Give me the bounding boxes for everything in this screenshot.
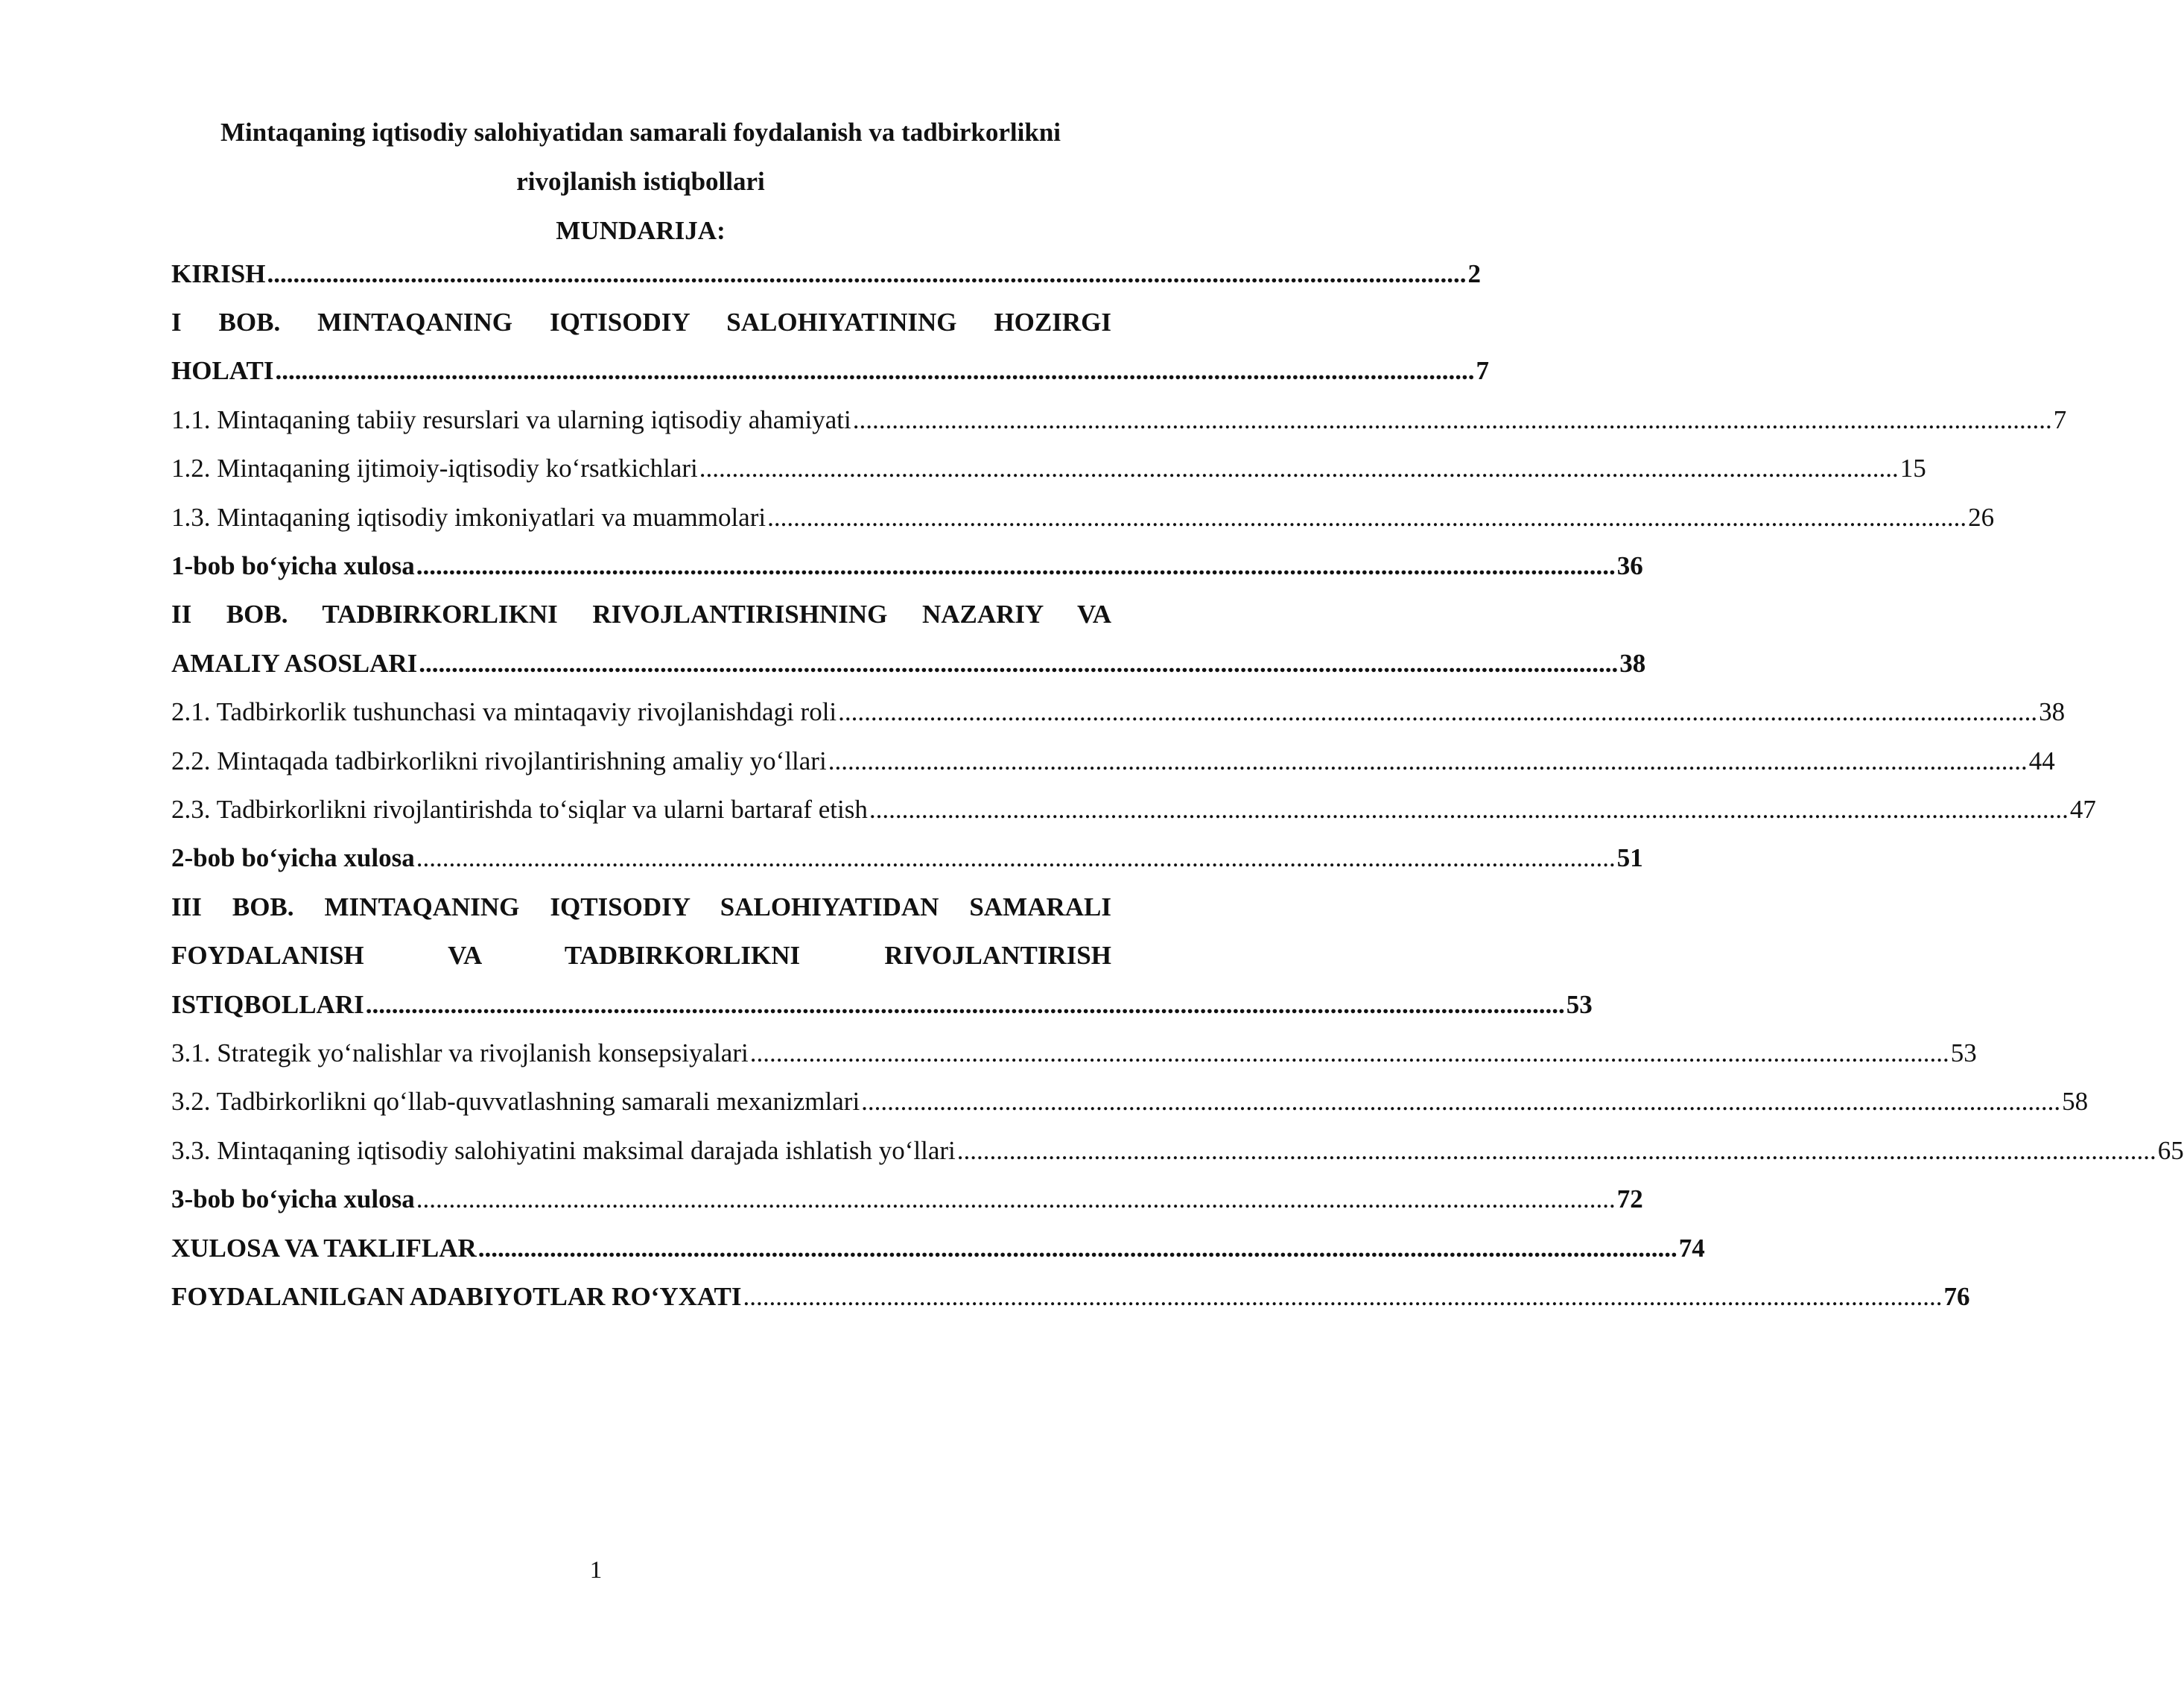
toc-entry-title: 1-bob bo‘yicha xulosa bbox=[171, 551, 415, 581]
toc-page-number: 7 bbox=[1476, 356, 1489, 386]
toc-leader-dots: ........................................................................................................................................................................................ bbox=[365, 989, 1565, 1019]
toc-entry-1-3[interactable] bbox=[171, 493, 1995, 542]
toc-entry-xulosa-2[interactable] bbox=[171, 834, 1643, 883]
toc-entry-title: 2.1. Tadbirkorlik tushunchasi va mintaqaviy rivojlanishdagi roli bbox=[171, 697, 837, 727]
toc-entry-title: 3.3. Mintaqaning iqtisodiy salohiyatini maksimal darajada ishlatish yo‘llari bbox=[171, 1135, 956, 1165]
toc-entry-bob3-line1[interactable] bbox=[171, 883, 1111, 931]
toc-page-number: 36 bbox=[1616, 551, 1643, 581]
toc-leader-dots: ........................................................................................................................................................................................ bbox=[838, 697, 2038, 727]
toc-entry-title: 2.2. Mintaqada tadbirkorlikni rivojlantirishning amaliy yo‘llari bbox=[171, 746, 827, 775]
toc-entry-title: AMALIY ASOSLARI bbox=[171, 648, 418, 678]
toc-leader-dots: ........................................................................................................................................................................................ bbox=[267, 258, 1467, 288]
toc-entry-title: 2.3. Tadbirkorlikni rivojlantirishda to‘siqlar va ularni bartaraf etish bbox=[171, 794, 868, 824]
toc-entry-xulosa-3[interactable] bbox=[171, 1175, 1643, 1223]
toc-leader-dots: ........................................................................................................................................................................................ bbox=[275, 356, 1475, 386]
toc-entry-title: 3-bob bo‘yicha xulosa bbox=[171, 1184, 415, 1214]
toc-entry-title: 3.1. Strategik yo‘nalishlar va rivojlanish konsepsiyalari bbox=[171, 1038, 749, 1067]
toc-entry-title: I BOB. MINTAQANING IQTISODIY SALOHIYATINING HOZIRGI bbox=[171, 308, 1111, 337]
toc-entry-title: FOYDALANISH VA TADBIRKORLIKNI RIVOJLANTIRISH bbox=[171, 941, 1111, 971]
toc-leader-dots: ........................................................................................................................................................................................ bbox=[861, 1087, 2061, 1117]
toc-entry-title: 3.2. Tadbirkorlikni qo‘llab-quvvatlashning samarali mexanizmlari bbox=[171, 1087, 860, 1117]
toc-entry-2-1[interactable] bbox=[171, 688, 2066, 737]
toc-leader-dots: ........................................................................................................................................................................................ bbox=[699, 454, 1899, 483]
toc-entry-3-3[interactable] bbox=[171, 1126, 2184, 1175]
toc-page-number: 76 bbox=[1943, 1281, 1970, 1311]
toc-heading: MUNDARIJA: bbox=[556, 216, 726, 245]
toc-entry-bob1-line1[interactable] bbox=[171, 298, 1111, 346]
toc-page-number: 15 bbox=[1899, 454, 1926, 483]
toc-page-number: 53 bbox=[1950, 1038, 1977, 1067]
toc-page-number: 72 bbox=[1616, 1184, 1643, 1214]
toc-leader-dots: ........................................................................................................................................................................................ bbox=[419, 648, 1619, 678]
toc-entry-title: 1.2. Mintaqaning ijtimoiy-iqtisodiy ko‘rsatkichlari bbox=[171, 454, 698, 483]
toc-entry-2-2[interactable] bbox=[171, 737, 2055, 785]
toc-leader-dots: ........................................................................................................................................................................................ bbox=[477, 1233, 1677, 1263]
toc-entry-title: HOLATI bbox=[171, 356, 274, 386]
toc-entry-title: 1.1. Mintaqaning tabiiy resurslari va ularning iqtisodiy ahamiyati bbox=[171, 404, 851, 434]
document-title bbox=[171, 108, 1110, 256]
toc-leader-dots: ........................................................................................................................................................................................ bbox=[852, 404, 2052, 434]
toc-leader-dots: ........................................................................................................................................................................................ bbox=[956, 1135, 2156, 1165]
toc-entry-title: ISTIQBOLLARI bbox=[171, 989, 364, 1019]
toc-entry-references[interactable] bbox=[171, 1272, 1970, 1321]
toc-entry-kirish[interactable] bbox=[171, 250, 1481, 298]
toc-entry-3-1[interactable] bbox=[171, 1029, 1977, 1077]
title-line-1: Mintaqaning iqtisodiy salohiyatidan samarali foydalanish va tadbirkorlikni bbox=[220, 118, 1061, 147]
toc-page-number: 53 bbox=[1566, 989, 1593, 1019]
toc-page-number: 51 bbox=[1616, 843, 1643, 873]
toc-entry-title: FOYDALANILGAN ADABIYOTLAR RO‘YXATI bbox=[171, 1281, 742, 1311]
toc-page-number: 38 bbox=[1619, 648, 1646, 678]
toc-leader-dots: ........................................................................................................................................................................................ bbox=[416, 843, 1616, 873]
toc-leader-dots: ........................................................................................................................................................................................ bbox=[749, 1038, 1949, 1067]
toc-entry-bob2[interactable] bbox=[171, 639, 1646, 688]
toc-page-number: 38 bbox=[2039, 697, 2066, 727]
toc-page-number: 58 bbox=[2062, 1087, 2089, 1117]
toc-entry-xulosa-1[interactable] bbox=[171, 542, 1643, 590]
toc-entry-bob2-line1[interactable] bbox=[171, 591, 1111, 639]
toc-entry-1-1[interactable] bbox=[171, 396, 2067, 444]
toc-leader-dots: ........................................................................................................................................................................................ bbox=[416, 1184, 1616, 1214]
toc-leader-dots: ........................................................................................................................................................................................ bbox=[743, 1281, 1943, 1311]
toc-entry-title: III BOB. MINTAQANING IQTISODIY SALOHIYATIDAN SAMARALI bbox=[171, 892, 1111, 921]
toc-page-number: 2 bbox=[1467, 258, 1481, 288]
toc-entry-3-2[interactable] bbox=[171, 1078, 2089, 1126]
title-line-2: rivojlanish istiqbollari bbox=[516, 167, 765, 196]
toc-entry-conclusions[interactable] bbox=[171, 1224, 1705, 1272]
toc-entry-bob3-line2[interactable] bbox=[171, 931, 1111, 980]
toc-entry-bob3[interactable] bbox=[171, 980, 1593, 1029]
toc-page-number: 44 bbox=[2028, 746, 2055, 775]
toc-leader-dots: ........................................................................................................................................................................................ bbox=[416, 551, 1616, 581]
toc-page-number: 26 bbox=[1968, 502, 1995, 532]
toc-entry-bob1[interactable] bbox=[171, 347, 1489, 396]
toc-leader-dots: ........................................................................................................................................................................................ bbox=[828, 746, 2028, 775]
toc-entry-title: KIRISH bbox=[171, 258, 266, 288]
toc-page-number: 7 bbox=[2053, 404, 2067, 434]
toc-entry-title: 2-bob bo‘yicha xulosa bbox=[171, 843, 415, 873]
toc-page-number: 74 bbox=[1678, 1233, 1705, 1263]
toc-page-number: 65 bbox=[2157, 1135, 2184, 1165]
toc-entry-1-2[interactable] bbox=[171, 445, 1926, 493]
toc-entry-title: XULOSA VA TAKLIFLAR bbox=[171, 1233, 477, 1263]
toc-entry-title: II BOB. TADBIRKORLIKNI RIVOJLANTIRISHNING NAZARIY VA bbox=[171, 600, 1111, 629]
toc-entry-title: 1.3. Mintaqaning iqtisodiy imkoniyatlari va muammolari bbox=[171, 502, 766, 532]
toc-leader-dots: ........................................................................................................................................................................................ bbox=[767, 502, 1967, 532]
toc-page-number: 47 bbox=[2069, 794, 2096, 824]
toc-entry-2-3[interactable] bbox=[171, 785, 2096, 834]
table-of-contents bbox=[171, 250, 2184, 1321]
toc-leader-dots: ........................................................................................................................................................................................ bbox=[869, 794, 2069, 824]
page-number: 1 bbox=[589, 1557, 603, 1584]
